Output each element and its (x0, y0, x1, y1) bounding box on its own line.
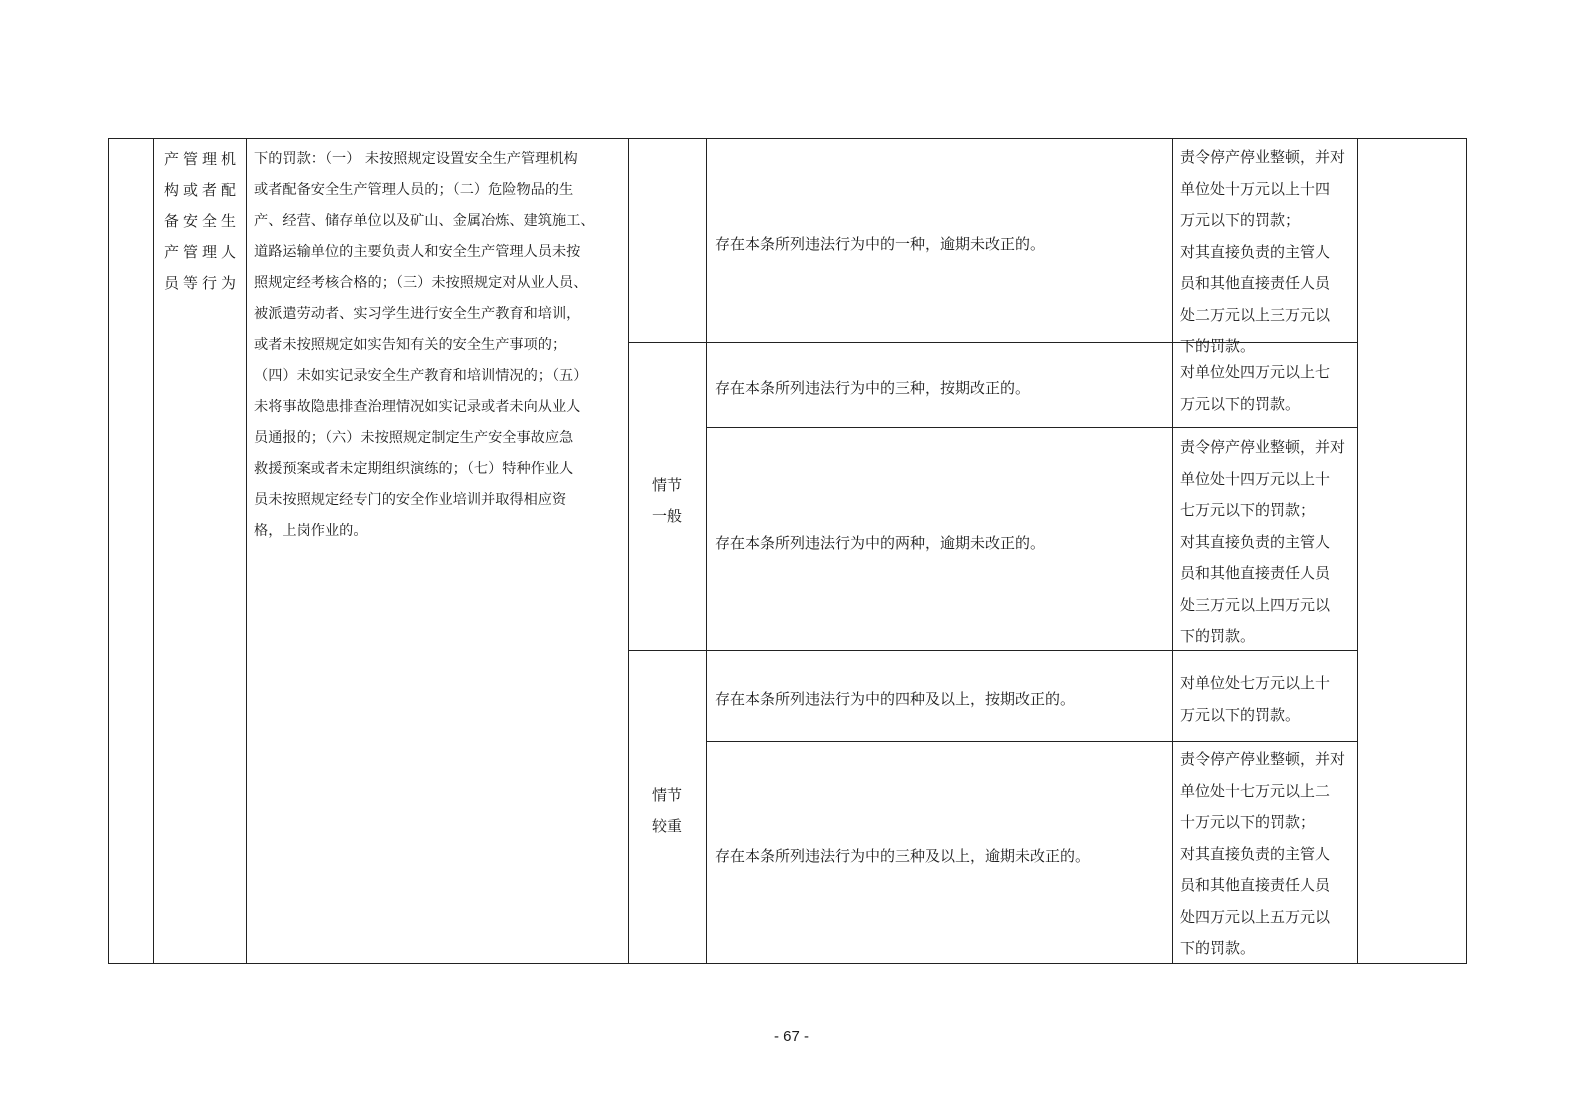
page-number: - 67 - (773, 1028, 809, 1045)
table-border-left (108, 138, 109, 964)
penalty-text: 对单位处四万元以上七 万元以下的罚款。 (1180, 363, 1331, 413)
penalty-text: 对单位处七万元以上十 万元以下的罚款。 (1180, 674, 1331, 724)
penalty-table (108, 138, 1467, 964)
penalty-text: 责令停产停业整顿，并对 单位处十七万元以上二 十万元以下的罚款； 对其直接负责的主管人 员和其他直接责任人员 处四万元以上五万元以 下的罚款。 (1180, 750, 1346, 957)
circumstance-text: 存在本条所列违法行为中的两种，逾期未改正的。 (715, 534, 1046, 552)
degree-general: 情节 一般 (651, 476, 682, 525)
penalty-text: 责令停产停业整顿，并对 单位处十万元以上十四 万元以下的罚款； 对其直接负责的主管人 员和其他直接责任人员 处二万元以上三万元以 下的罚款。 (1180, 148, 1346, 355)
circumstance-text: 存在本条所列违法行为中的一种，逾期未改正的。 (715, 235, 1046, 253)
violation-subject: 产管理机 构或者配 备安全生 产管理人 员等行为 (164, 150, 241, 292)
penalty-text: 责令停产停业整顿，并对 单位处十四万元以上十 七万元以下的罚款； 对其直接负责的主管人 员和其他直接责任人员 处三万元以上四万元以 下的罚款。 (1180, 438, 1346, 645)
col-divider (153, 138, 154, 964)
circumstance-text: 存在本条所列违法行为中的四种及以上，按期改正的。 (715, 690, 1076, 708)
col-divider (246, 138, 247, 964)
circumstance-text: 存在本条所列违法行为中的三种，按期改正的。 (715, 379, 1031, 397)
legal-provision: 下的罚款：（一） 未按照规定设置安全生产管理机构 或者配备安全生产管理人员的；（二）危险物品的生 产、经营、储存单位以及矿山、金属冶炼、建筑施工、 道路运输单位的主要负责人和安全生产管理人员未按 照规定经考核合格的；（三）未按照规定对从业人员、 被派遣劳动者、实习学生进行安全生产教育和培训， 或者未按照规定如实告知有关的安全生产事项的； （四）未如实记录安全生产教育和培训情况的；（五） 未将事故隐患排查治理情况如实记录或者未向从业人 员通报的；（六）未按照规定制定生产安全事故应急 救援预案或者未定期组织演练的；（七）特种作业人 员未按照规定经专门的安全作业培训并取得相应资 格，上岗作业的。 (254, 151, 595, 539)
degree-serious: 情节 较重 (651, 786, 682, 835)
col-divider (1357, 138, 1358, 964)
circumstance-text: 存在本条所列违法行为中的三种及以上，逾期未改正的。 (715, 847, 1091, 865)
col-divider (1172, 138, 1173, 964)
row-divider (706, 741, 1357, 742)
row-divider (706, 427, 1357, 428)
table-border-top (108, 138, 1467, 139)
col-divider (706, 138, 707, 964)
table-border-right (1466, 138, 1467, 964)
